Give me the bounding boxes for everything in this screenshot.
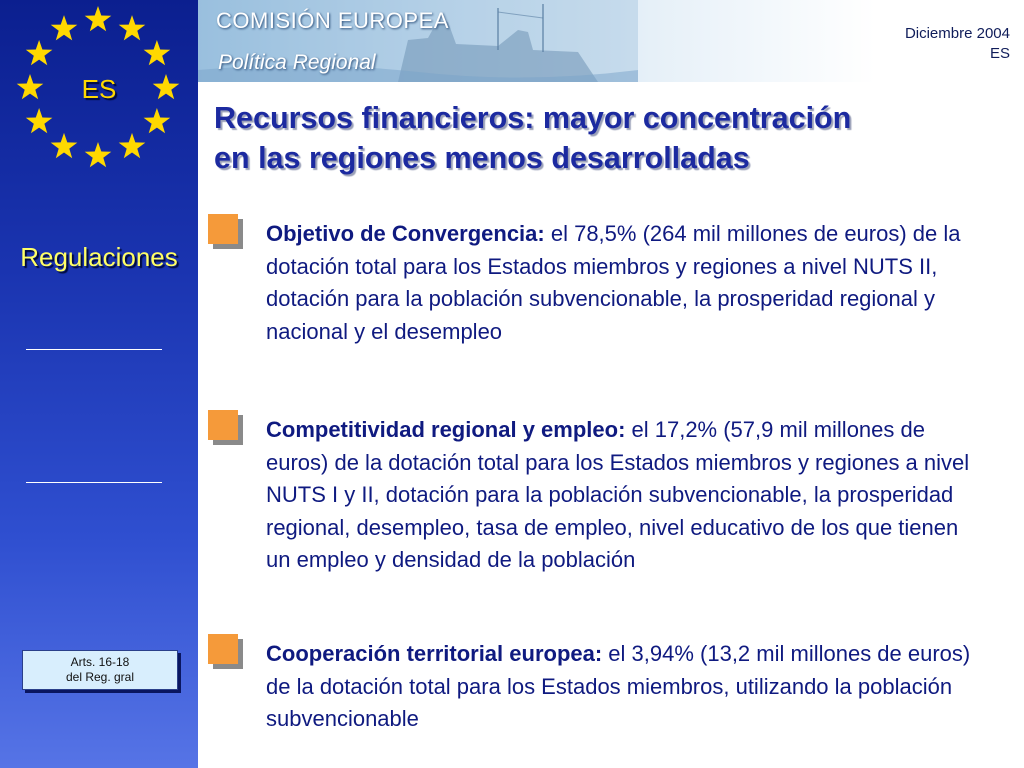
bullet-heading: Competitividad regional y empleo: [266,417,626,442]
square-bullet-icon [208,410,238,440]
flag-label: ES [81,74,117,104]
sidebar-divider [26,349,162,350]
bullet-body: el 3,94% (13,2 mil millones de euros) de la dotación total para los Estados miembros, utilizando la población subvencionable [266,641,971,731]
sidebar-divider [26,482,162,483]
header-banner [198,0,1024,82]
star-icon [85,6,112,31]
reference-line: del Reg. gral [65,670,135,684]
star-icon [153,74,180,99]
star-icon [26,40,53,65]
bullet-text [266,414,986,577]
slide-title [214,98,1014,178]
bullet-text [266,638,986,736]
reference-line: Arts. 16-18 [70,655,130,669]
organization-name: COMISIÓN EUROPEA [216,8,449,33]
star-icon [85,142,112,167]
sidebar [0,0,198,768]
title-line: en las regiones menos desarrolladas [214,141,750,175]
star-icon [119,15,146,40]
bullet-heading: Objetivo de Convergencia: [266,221,545,246]
square-bullet-icon [208,634,238,664]
star-icon [144,108,171,133]
bullet-text [266,218,986,348]
star-icon [26,108,53,133]
bullet-body: el 78,5% (264 mil millones de euros) de la dotación total para los Estados miembros y regiones a nivel NUTS II, dotación para la población subvencionable, la prosperidad regional y nacional y el desempleo [266,221,961,344]
department-name: Política Regional [218,51,376,74]
date-stamp [905,24,1010,64]
star-icon [144,40,171,65]
star-icon [17,74,44,99]
language-code: ES [989,45,1010,62]
reference-box [22,650,178,690]
star-icon [51,15,78,40]
date-text: Diciembre 2004 [904,25,1010,42]
title-line: Recursos financieros: mayor concentración [214,101,852,135]
square-bullet-icon [208,214,238,244]
section-title: Regulaciones [20,242,178,272]
star-icon [51,133,78,158]
bullet-body: el 17,2% (57,9 mil millones de euros) de la dotación total para los Estados miembros y regiones a nivel NUTS I y II, dotación para la población subvencionable, la prosperidad regional, desempleo, tasa de empleo, nivel educativo de los que tienen un empleo y densidad de la población [266,417,970,572]
bullet-heading: Cooperación territorial europea: [266,641,603,666]
star-icon [119,133,146,158]
